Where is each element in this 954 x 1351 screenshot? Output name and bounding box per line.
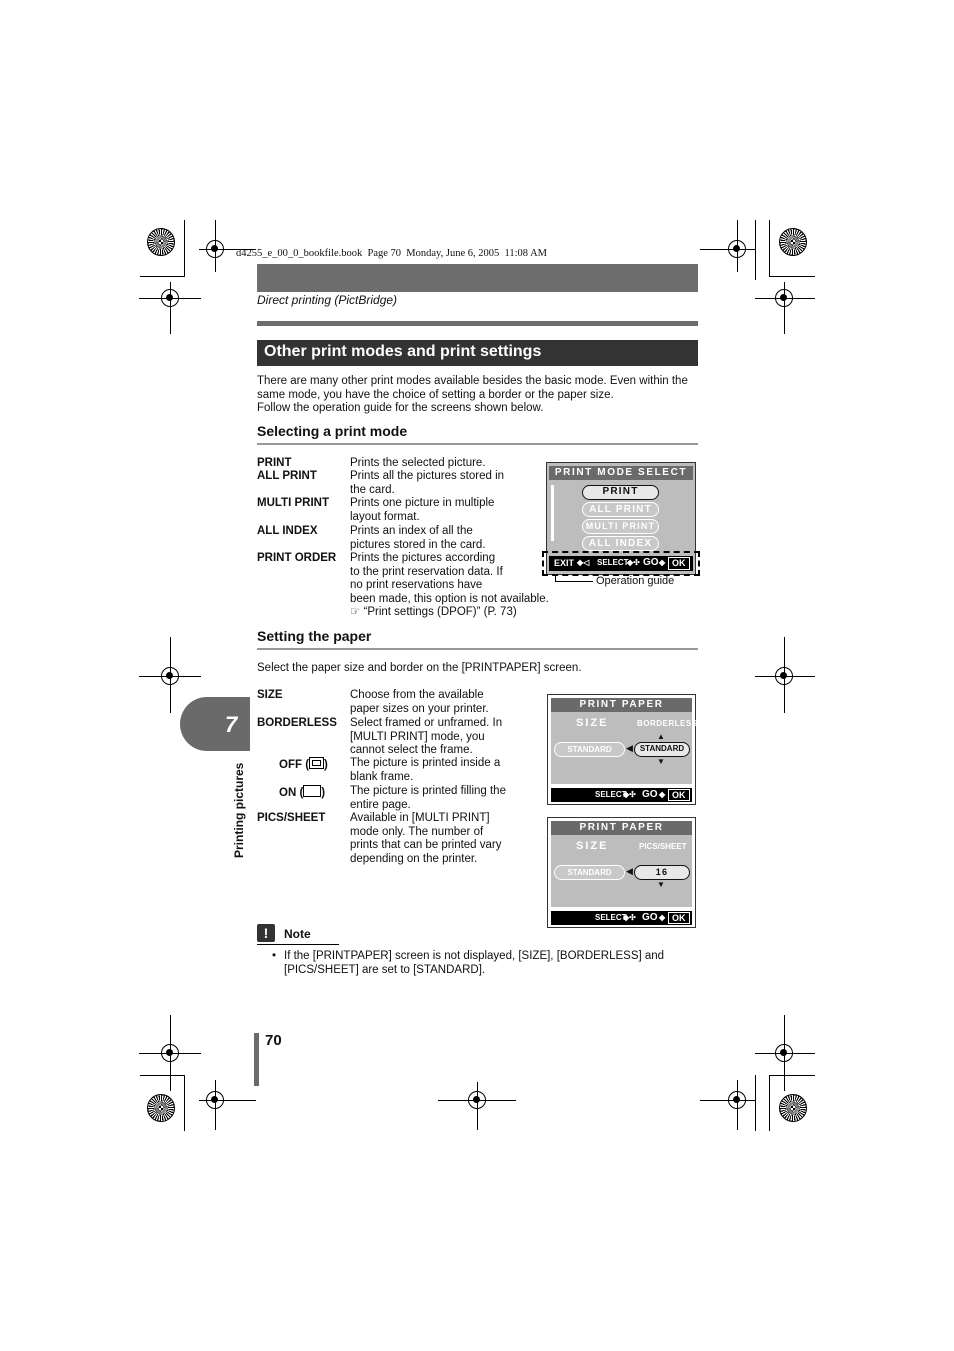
desc-line: mode only. The number of	[350, 825, 484, 838]
section-title: Other print modes and print settings	[264, 343, 542, 360]
desc-line: [MULTI PRINT] mode, you	[350, 730, 485, 743]
chapter-tab	[180, 697, 250, 751]
desc-line: Available in [MULTI PRINT]	[350, 812, 490, 824]
desc-line: Prints an index of all the	[350, 525, 473, 537]
desc-line: The picture is printed filling the	[350, 785, 506, 797]
col-size: SIZE	[576, 717, 609, 729]
term-print: PRINT	[257, 457, 292, 469]
col-size: SIZE	[576, 840, 609, 852]
arrow-down-icon: ▼	[657, 757, 665, 766]
chapter-number: 7	[225, 712, 238, 737]
term-all-index: ALL INDEX	[257, 525, 318, 537]
registration-mark-icon	[161, 289, 179, 307]
color-rosette-icon	[147, 228, 175, 256]
note-line: [PICS/SHEET] are set to [STANDARD].	[284, 963, 486, 976]
term-print-order: PRINT ORDER	[257, 552, 337, 564]
operation-guide-label: Operation guide	[596, 575, 675, 587]
size-value: STANDARD	[554, 865, 625, 880]
color-rosette-icon	[779, 228, 807, 256]
option-all-print: ALL PRINT	[582, 502, 659, 517]
reference-line	[350, 606, 565, 620]
screen-title: PRINT PAPER	[579, 822, 664, 833]
paper-intro: Select the paper size and border on the [PRINTPAPER] screen.	[257, 662, 582, 674]
print-paper-screen-pics-sheet	[547, 817, 696, 928]
note-icon: !	[257, 924, 275, 942]
registration-mark-icon	[775, 667, 793, 685]
note-rule	[257, 944, 339, 945]
guide-go: GO	[642, 789, 658, 800]
desc-line: Prints the pictures according	[350, 552, 496, 564]
guide-select: SELECT	[595, 790, 627, 799]
pics-sheet-value: 16	[634, 865, 690, 880]
desc-size	[350, 689, 489, 716]
running-title: Direct printing (PictBridge)	[257, 293, 398, 307]
guide-exit: EXIT	[554, 558, 575, 568]
guide-go: GO	[643, 557, 659, 568]
desc-pics-sheet	[350, 812, 502, 866]
intro-line: Follow the operation guide for the screens shown below.	[257, 402, 544, 415]
desc-line: pictures stored in the card.	[350, 538, 486, 551]
term-off	[279, 757, 328, 771]
print-mode-heading: Selecting a print mode	[257, 423, 408, 439]
header-bar	[257, 264, 698, 292]
desc-borderless	[350, 717, 502, 758]
registration-mark-icon	[161, 667, 179, 685]
guide-ok: OK	[668, 557, 690, 570]
guide-ok: OK	[668, 912, 690, 924]
col-pics-sheet: PICS/SHEET	[639, 842, 687, 851]
registration-mark-icon	[206, 240, 224, 258]
side-label: Printing pictures	[232, 762, 246, 858]
arrow-left-icon: ◀	[626, 743, 633, 753]
registration-mark-icon	[468, 1091, 486, 1109]
option-print: PRINT	[582, 485, 659, 500]
operation-guide-highlight	[542, 551, 700, 576]
borderless-value: STANDARD	[634, 742, 690, 757]
desc-line: to the print reservation data. If	[350, 565, 503, 578]
header-rule	[257, 321, 698, 326]
term-borderless: BORDERLESS	[257, 717, 337, 729]
registration-mark-icon	[728, 1091, 746, 1109]
guide-ok: OK	[668, 789, 690, 801]
term-off-label: OFF (	[279, 759, 310, 771]
intro-line: There are many other print modes available besides the basic mode. Even within the	[257, 375, 688, 387]
desc-line: blank frame.	[350, 770, 414, 783]
registration-mark-icon	[161, 1044, 179, 1062]
term-size: SIZE	[257, 689, 283, 701]
dpad-icon: ◆✣	[627, 558, 640, 567]
desc-line: The picture is printed inside a	[350, 757, 501, 769]
desc-line: prints that can be printed vary	[350, 839, 502, 852]
heading-rule	[257, 443, 698, 445]
note-text	[284, 950, 704, 977]
desc-line: depending on the printer.	[350, 852, 478, 865]
desc-off	[350, 757, 500, 784]
desc-multi-print	[350, 497, 494, 524]
page-number: 70	[265, 1032, 282, 1049]
size-value: STANDARD	[554, 742, 625, 757]
arrow-down-icon: ▼	[657, 880, 665, 889]
desc-line: Choose from the available	[350, 689, 484, 701]
file-header: d4255_e_00_0_bookfile.book Page 70 Monday, June 6, 2005 11:08 AM	[236, 248, 547, 259]
reference-link: “Print settings (DPOF)” (P. 73)	[363, 606, 517, 619]
registration-mark-icon	[775, 1044, 793, 1062]
desc-print	[350, 457, 486, 471]
dpad-icon: ◆✣	[623, 790, 636, 799]
framed-icon	[309, 757, 324, 769]
intro-paragraph	[257, 375, 702, 416]
desc-line: no print reservations have	[350, 579, 483, 592]
leader-line	[555, 581, 593, 582]
borderless-icon	[303, 785, 321, 797]
note-label: Note	[284, 927, 311, 941]
term-off-end: )	[324, 759, 328, 771]
dpad-icon: ◆✣	[623, 913, 636, 922]
desc-line: Select framed or unframed. In	[350, 717, 503, 729]
option-all-index: ALL INDEX	[582, 536, 659, 551]
screen-title: PRINT PAPER	[579, 699, 664, 710]
desc-print-order	[350, 552, 565, 620]
intro-line: same mode, you have the choice of setting a border or the paper size.	[257, 388, 614, 401]
screen-title: PRINT MODE SELECT	[554, 467, 688, 478]
desc-all-index	[350, 525, 486, 552]
arrow-left-icon: ◀	[626, 866, 633, 876]
arrow-icon: ◆	[659, 558, 666, 567]
arrow-icon: ◆	[659, 790, 666, 799]
term-all-print: ALL PRINT	[257, 470, 317, 482]
term-on-label: ON (	[279, 787, 304, 799]
desc-line: Prints all the pictures stored in	[350, 470, 505, 482]
guide-select: SELECT	[597, 558, 629, 567]
desc-line: Prints the selected picture.	[350, 457, 486, 469]
guide-go: GO	[642, 912, 658, 923]
footer-bar	[254, 1033, 259, 1086]
guide-select: SELECT	[595, 913, 627, 922]
operation-guide-bar	[551, 911, 692, 925]
paper-heading: Setting the paper	[257, 628, 372, 644]
registration-mark-icon	[206, 1091, 224, 1109]
scrollbar	[551, 485, 554, 541]
print-paper-screen-borderless	[547, 694, 696, 805]
reference-icon: ☞	[350, 606, 361, 619]
desc-line: paper sizes on your printer.	[350, 702, 489, 715]
note-bullet: •	[272, 950, 277, 962]
desc-line: layout format.	[350, 510, 420, 523]
term-multi-print: MULTI PRINT	[257, 497, 329, 509]
note-line: If the [PRINTPAPER] screen is not displayed, [SIZE], [BORDERLESS] and	[284, 950, 665, 962]
registration-mark-icon	[775, 289, 793, 307]
desc-line: been made, this option is not available.	[350, 592, 549, 605]
term-pics-sheet: PICS/SHEET	[257, 812, 326, 824]
arrow-left-icon: ◆◁	[577, 558, 590, 567]
desc-line: cannot select the frame.	[350, 744, 473, 757]
desc-all-print	[350, 470, 504, 497]
term-on-end: )	[321, 787, 326, 799]
arrow-up-icon: ▲	[657, 732, 665, 741]
color-rosette-icon	[779, 1094, 807, 1122]
desc-line: the card.	[350, 483, 395, 496]
arrow-icon: ◆	[659, 913, 666, 922]
desc-line: Prints one picture in multiple	[350, 497, 495, 509]
desc-on	[350, 785, 506, 812]
col-borderless: BORDERLESS	[637, 719, 698, 728]
registration-mark-icon	[728, 240, 746, 258]
color-rosette-icon	[147, 1094, 175, 1122]
term-on	[279, 785, 325, 799]
option-multi-print: MULTI PRINT	[582, 519, 659, 534]
heading-rule	[257, 648, 698, 650]
desc-line: entire page.	[350, 798, 411, 811]
operation-guide-bar	[551, 788, 692, 802]
